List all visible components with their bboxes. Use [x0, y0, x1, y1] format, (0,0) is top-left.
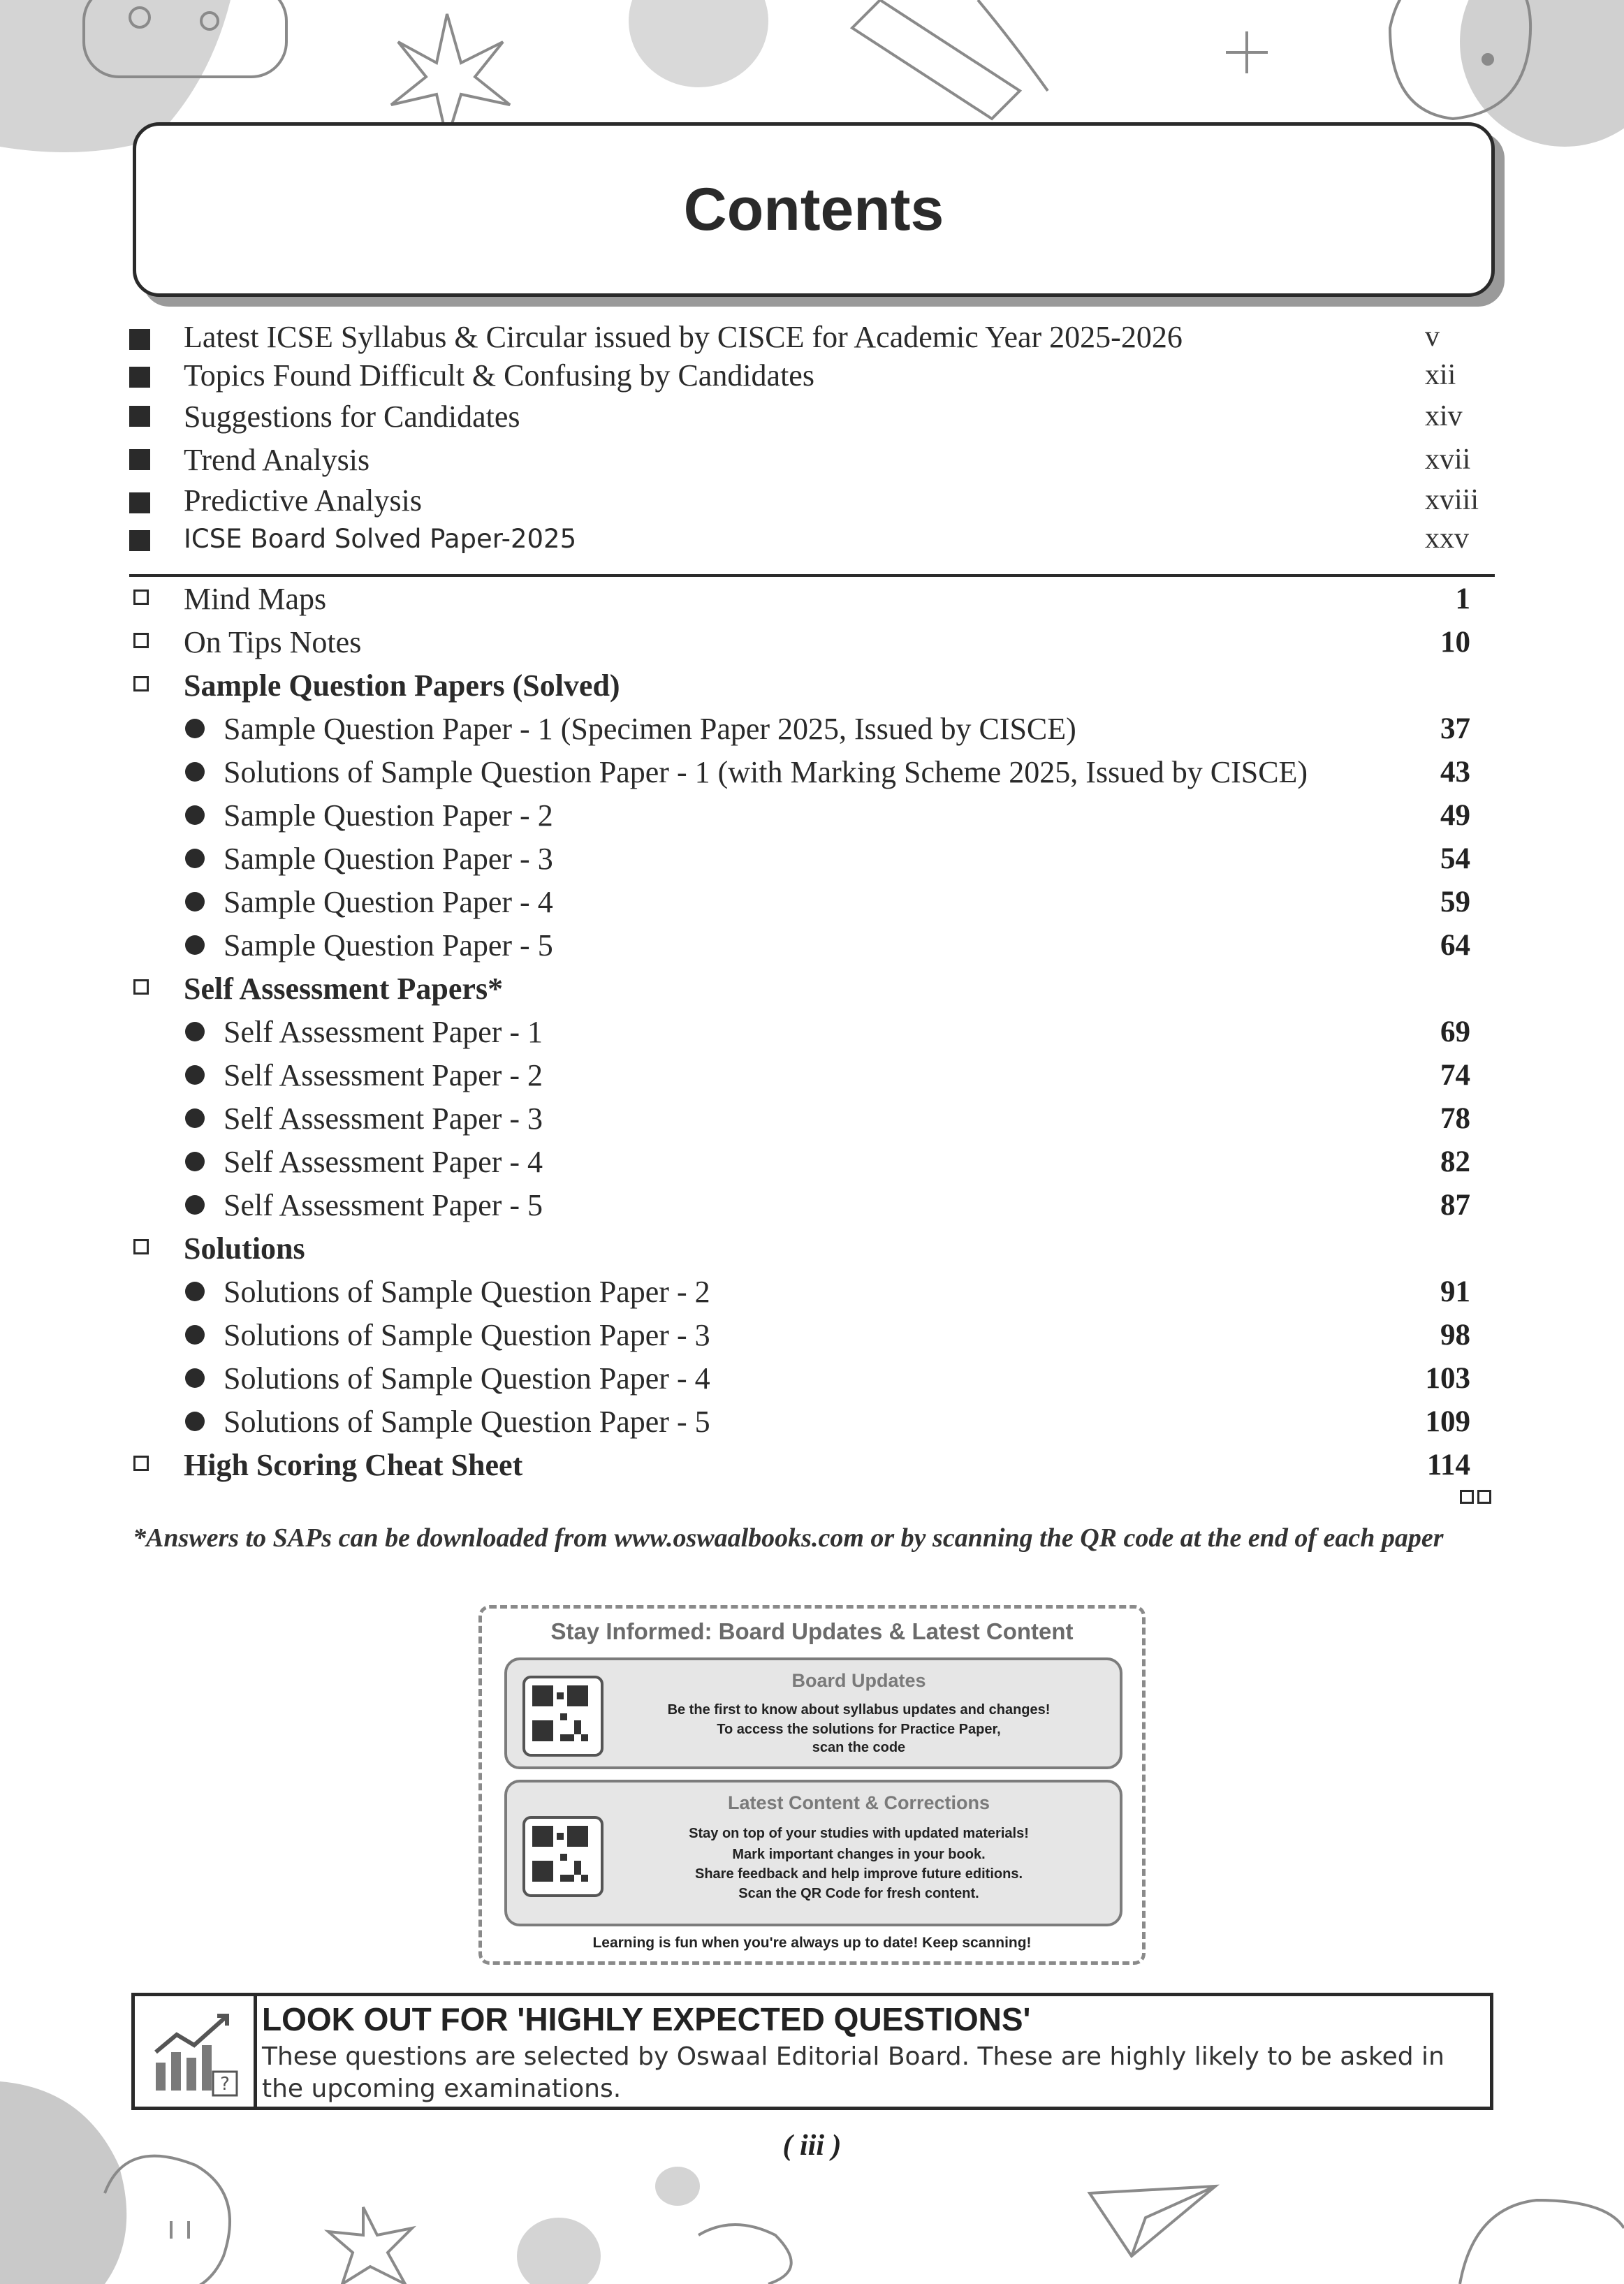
section-label: Solutions	[184, 1231, 305, 1266]
list-item[interactable]	[129, 1140, 1495, 1183]
section-label: High Scoring Cheat Sheet	[184, 1447, 523, 1482]
lookout-heading: LOOK OUT FOR 'HIGHLY EXPECTED QUESTIONS'	[262, 2001, 1031, 2037]
list-item[interactable]	[129, 1183, 1495, 1227]
entry-page: xxv	[1425, 522, 1469, 555]
toc-section-sample-papers[interactable]	[129, 664, 1495, 707]
entry-page: 69	[1440, 1015, 1470, 1048]
entry-page: v	[1425, 321, 1440, 353]
card-text: Scan the QR Code for fresh content.	[738, 1886, 979, 1901]
toc-section-solutions[interactable]	[129, 1227, 1495, 1270]
entry-label: Predictive Analysis	[184, 483, 422, 518]
round-bullet-icon	[185, 1065, 205, 1085]
svg-text:?: ?	[220, 2074, 230, 2095]
entry-label: Self Assessment Paper - 5	[224, 1187, 543, 1222]
round-bullet-icon	[185, 1282, 205, 1301]
page-title: Contents	[683, 175, 944, 243]
entry-page: 82	[1440, 1145, 1470, 1178]
entry-label: Sample Question Paper - 5	[224, 928, 553, 962]
round-bullet-icon	[185, 1412, 205, 1431]
entry-page: 59	[1440, 885, 1470, 918]
checkbox-bullet-icon	[133, 590, 149, 605]
square-bullet-icon	[129, 329, 150, 350]
entry-page: 1	[1455, 582, 1470, 615]
front-matter-list	[129, 318, 1495, 558]
list-item[interactable]	[129, 750, 1495, 793]
entry-page: xiv	[1425, 400, 1463, 432]
toc-entry-cheat-sheet[interactable]	[129, 1443, 1495, 1486]
checkbox-bullet-icon	[133, 676, 149, 691]
entry-page: 114	[1426, 1448, 1470, 1481]
entry-label: Self Assessment Paper - 4	[224, 1144, 543, 1179]
section-label: Sample Question Papers (Solved)	[184, 668, 620, 703]
entry-label: Sample Question Paper - 3	[224, 841, 553, 876]
list-item[interactable]	[129, 1313, 1495, 1356]
footnote: *Answers to SAPs can be downloaded from www.oswaalbooks.com or by scanning the QR code at the end of each paper	[133, 1523, 1444, 1553]
entry-page: 64	[1440, 928, 1470, 962]
list-item[interactable]	[129, 356, 1495, 395]
entry-label: Solutions of Sample Question Paper - 5	[224, 1404, 710, 1439]
info-box-title: Stay Informed: Board Updates & Latest Content	[550, 1618, 1074, 1644]
card-text: scan the code	[812, 1740, 906, 1755]
entry-page: 91	[1440, 1275, 1470, 1308]
latest-content-card	[504, 1780, 1122, 1926]
entry-page: 49	[1440, 798, 1470, 832]
entry-label: Latest ICSE Syllabus & Circular issued by CISCE for Academic Year 2025-2026	[184, 319, 1183, 354]
checkbox-bullet-icon	[133, 979, 149, 995]
round-bullet-icon	[185, 1195, 205, 1215]
section-label: Self Assessment Papers*	[184, 971, 504, 1006]
round-bullet-icon	[185, 1108, 205, 1128]
entry-page: 43	[1440, 755, 1470, 789]
round-bullet-icon	[185, 805, 205, 825]
entry-label: On Tips Notes	[184, 624, 362, 659]
square-bullet-icon	[129, 367, 150, 388]
list-item[interactable]	[129, 1270, 1495, 1313]
list-item[interactable]	[129, 707, 1495, 750]
list-item[interactable]	[129, 923, 1495, 967]
stay-informed-box	[478, 1605, 1146, 1965]
entry-label: Sample Question Paper - 1 (Specimen Paper 2025, Issued by CISCE)	[224, 711, 1076, 746]
round-bullet-icon	[185, 1325, 205, 1345]
entry-label: Sample Question Paper - 4	[224, 884, 553, 919]
list-item[interactable]	[129, 1356, 1495, 1400]
main-contents-list	[129, 577, 1495, 1486]
square-bullet-icon	[129, 492, 150, 513]
list-item[interactable]	[129, 395, 1495, 438]
entry-label: Solutions of Sample Question Paper - 2	[224, 1274, 710, 1309]
checkbox-bullet-icon	[133, 633, 149, 648]
card-text: Mark important changes in your book.	[732, 1847, 986, 1862]
checkbox-bullet-icon	[133, 1239, 149, 1254]
toc-section-self-assessment[interactable]	[129, 967, 1495, 1010]
entry-label: Solutions of Sample Question Paper - 4	[224, 1361, 710, 1396]
entry-page: 10	[1440, 625, 1470, 659]
list-item[interactable]	[129, 793, 1495, 837]
entry-label: Suggestions for Candidates	[184, 399, 520, 434]
entry-page: 54	[1440, 842, 1470, 875]
entry-page: 103	[1425, 1361, 1470, 1395]
round-bullet-icon	[185, 762, 205, 782]
square-bullet-icon	[129, 406, 150, 427]
lookout-text: These questions are selected by Oswaal Editorial Board. These are highly likely to be asked in the upcoming examinations.	[262, 2042, 1444, 2103]
list-item[interactable]	[129, 1097, 1495, 1140]
entry-label: Self Assessment Paper - 1	[224, 1014, 543, 1049]
list-item[interactable]	[129, 1010, 1495, 1053]
end-marker-icon	[1460, 1490, 1491, 1504]
qr-code-icon[interactable]	[522, 1816, 603, 1897]
toc-entry-on-tips[interactable]	[129, 620, 1495, 664]
list-item[interactable]	[129, 318, 1495, 356]
list-item[interactable]	[129, 438, 1495, 481]
entry-label: Solutions of Sample Question Paper - 3	[224, 1317, 710, 1352]
round-bullet-icon	[185, 1022, 205, 1041]
qr-code-icon[interactable]	[522, 1676, 603, 1757]
entry-label: Trend Analysis	[184, 442, 370, 477]
round-bullet-icon	[185, 1152, 205, 1171]
list-item[interactable]	[129, 1053, 1495, 1097]
entry-page: 78	[1440, 1101, 1470, 1135]
list-item[interactable]	[129, 519, 1495, 558]
round-bullet-icon	[185, 935, 205, 955]
entry-page: 109	[1425, 1405, 1470, 1438]
list-item[interactable]	[129, 880, 1495, 923]
entry-label: Mind Maps	[184, 581, 327, 616]
round-bullet-icon	[185, 849, 205, 868]
checkbox-bullet-icon	[133, 1456, 149, 1471]
entry-page: 74	[1440, 1058, 1470, 1092]
card-text: Stay on top of your studies with updated materials!	[689, 1826, 1029, 1841]
entry-page: xviii	[1425, 484, 1479, 516]
square-bullet-icon	[129, 449, 150, 470]
round-bullet-icon	[185, 719, 205, 738]
entry-page: xii	[1425, 359, 1456, 391]
chart-question-icon	[135, 1996, 257, 2107]
entry-label: Self Assessment Paper - 3	[224, 1101, 543, 1136]
entry-label: ICSE Board Solved Paper-2025	[184, 523, 577, 554]
entry-label: Solutions of Sample Question Paper - 1 (with Marking Scheme 2025, Issued by CISCE)	[224, 754, 1308, 789]
board-updates-card	[504, 1657, 1122, 1769]
list-item[interactable]	[129, 1400, 1495, 1443]
entry-page: 98	[1440, 1318, 1470, 1352]
card-text: To access the solutions for Practice Paper,	[717, 1722, 1001, 1737]
entry-page: 87	[1440, 1188, 1470, 1222]
list-item[interactable]	[129, 481, 1495, 519]
entry-label: Topics Found Difficult & Confusing by Candidates	[184, 358, 814, 393]
entry-label: Sample Question Paper - 2	[224, 798, 553, 833]
entry-label: Self Assessment Paper - 2	[224, 1057, 543, 1092]
card-heading: Latest Content & Corrections	[727, 1792, 990, 1813]
round-bullet-icon	[185, 1368, 205, 1388]
toc-entry-mind-maps[interactable]	[129, 577, 1495, 620]
info-box-footer: Learning is fun when you're always up to date! Keep scanning!	[592, 1935, 1032, 1951]
page-number: ( iii )	[782, 2130, 842, 2162]
card-text: Be the first to know about syllabus updates and changes!	[667, 1702, 1051, 1718]
round-bullet-icon	[185, 892, 205, 912]
card-text: Share feedback and help improve future editions.	[695, 1866, 1023, 1882]
list-item[interactable]	[129, 837, 1495, 880]
entry-page: 37	[1440, 712, 1470, 745]
card-heading: Board Updates	[791, 1670, 926, 1691]
entry-page: xvii	[1425, 444, 1471, 476]
square-bullet-icon	[129, 530, 150, 551]
lookout-box	[131, 1993, 1493, 2110]
contents-title-box	[133, 122, 1495, 297]
